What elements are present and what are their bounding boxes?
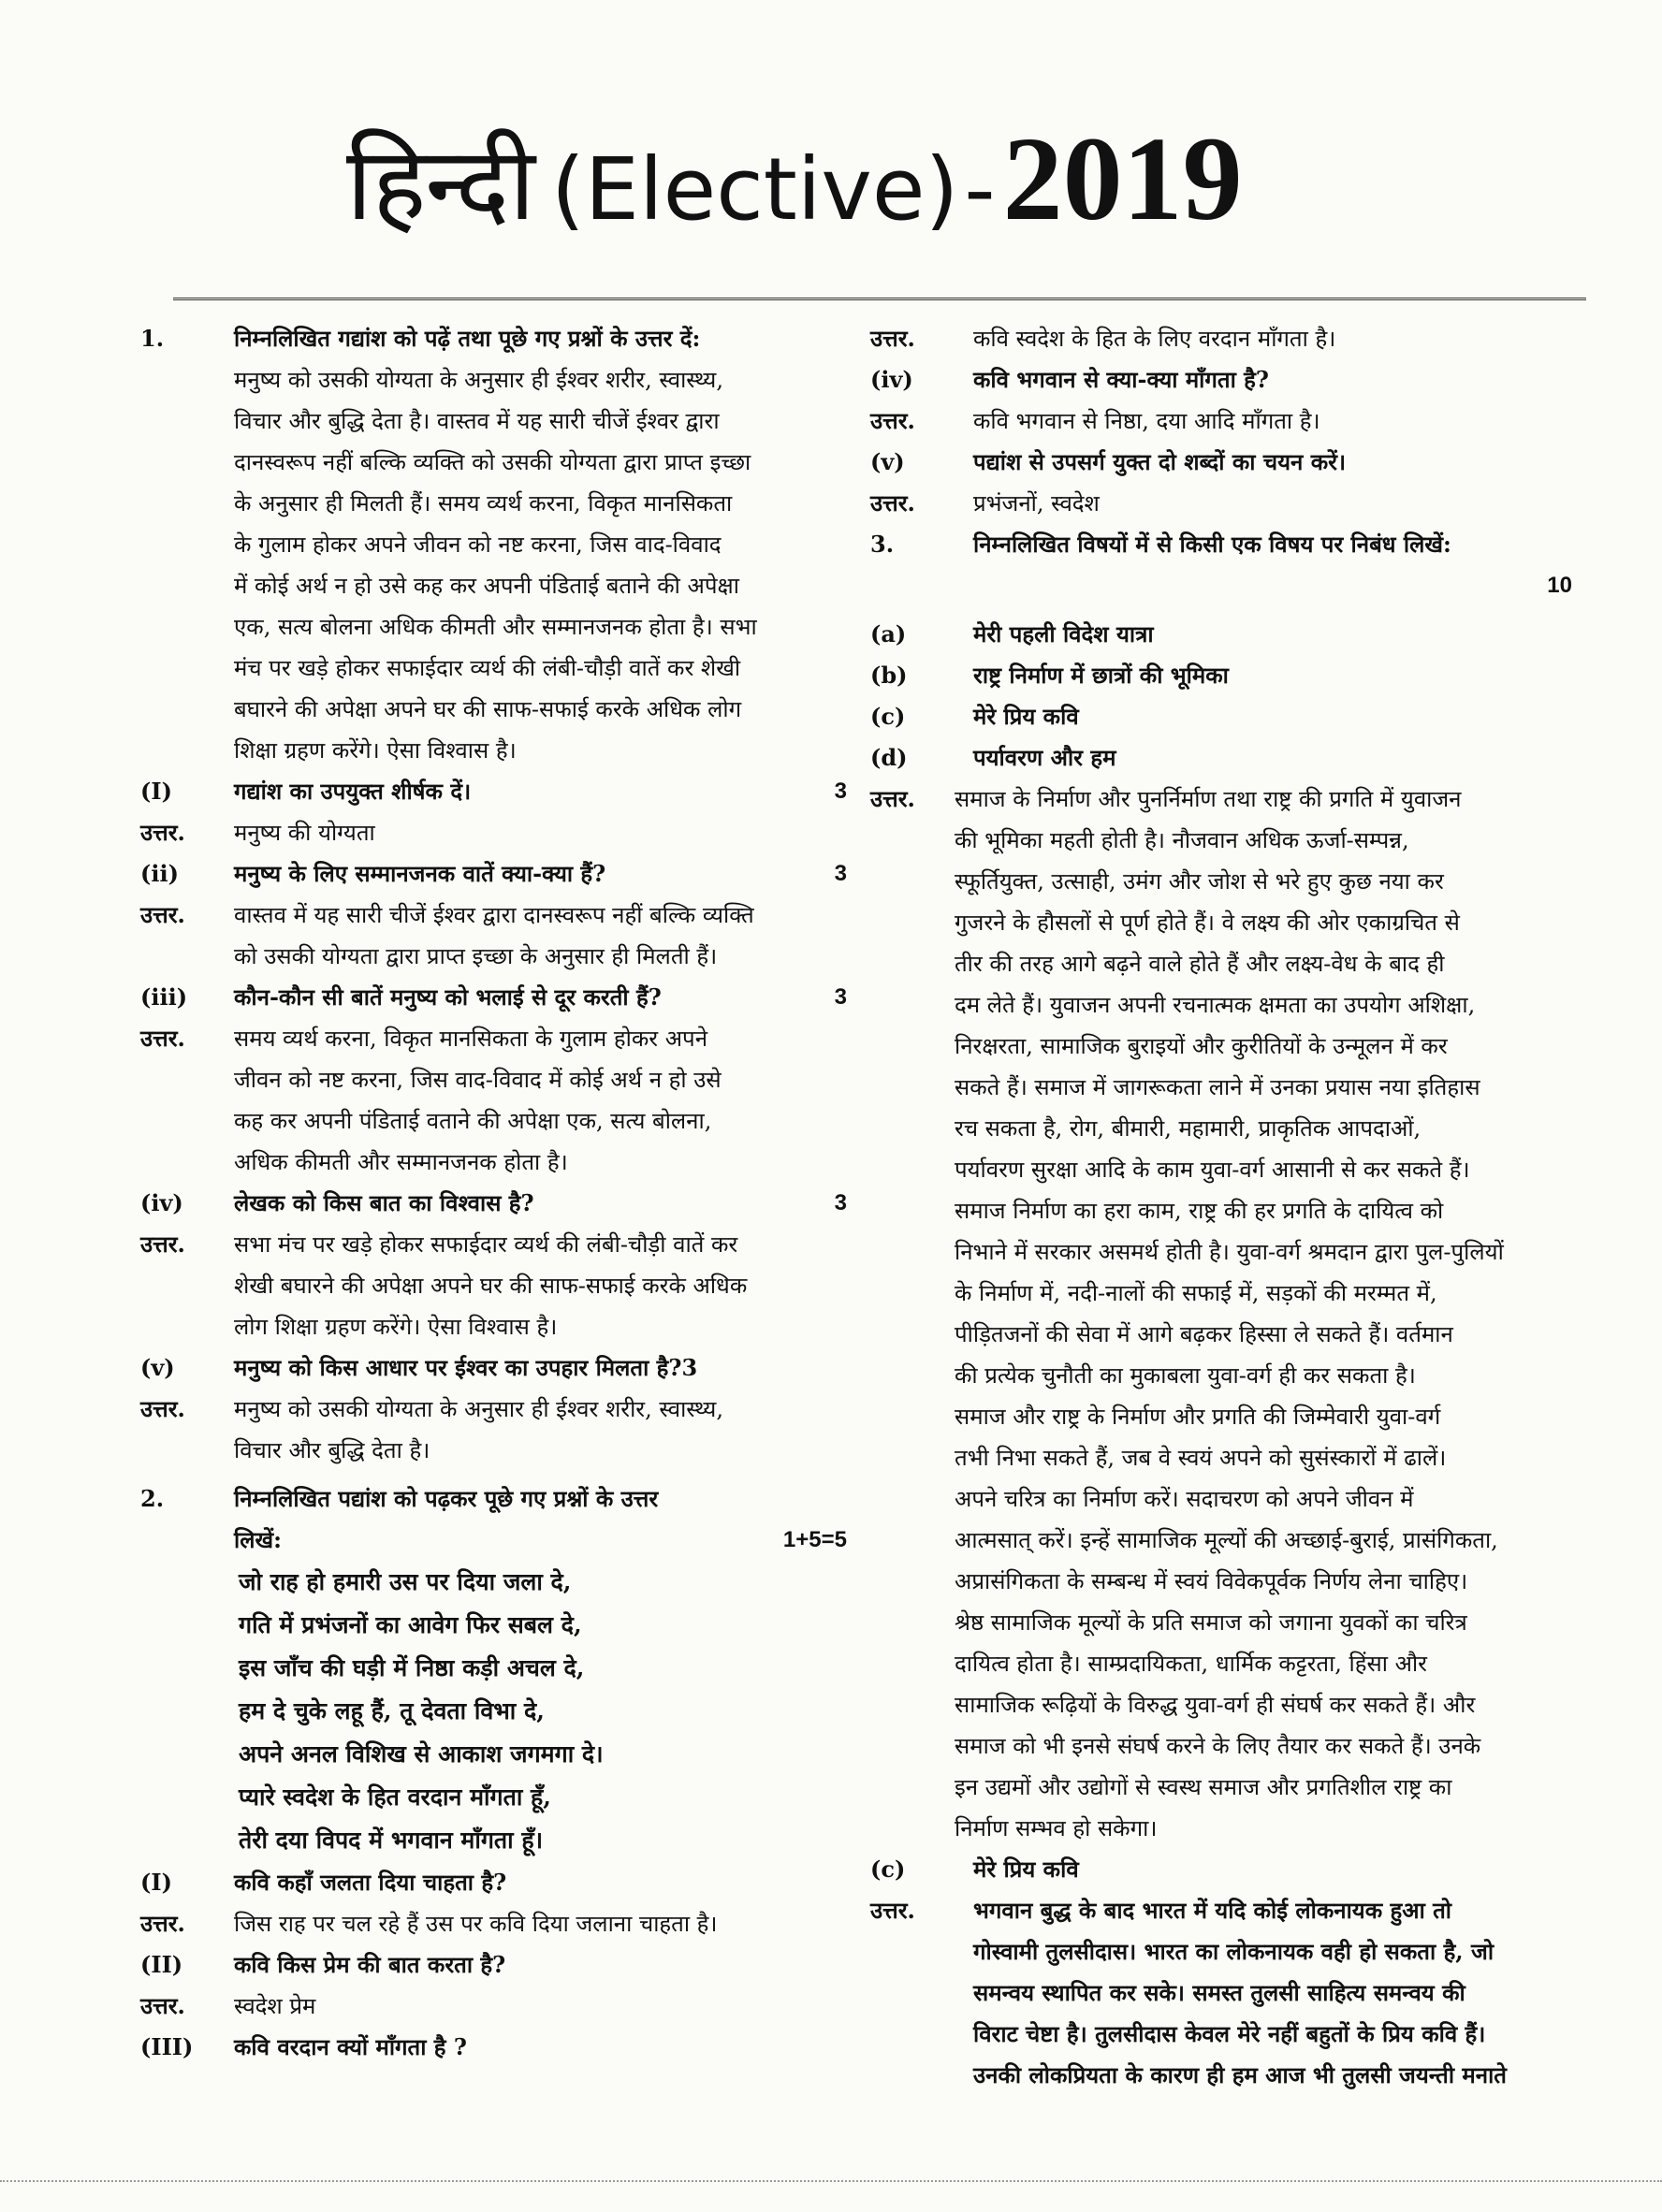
topic-d — [870, 737, 1610, 779]
answer-line: जीवन को नष्ट करना, जिस वाद-विवाद में कोई अर्थ न हो उसे — [234, 1067, 722, 1093]
marks: 3 — [834, 1190, 847, 1215]
answer-line: भगवान बुद्ध के बाद भारत में यदि कोई लोकनायक हुआ तो — [973, 1897, 1452, 1924]
essay-line: दम लेते हैं। युवाजन अपनी रचनात्मक क्षमता का उपयोग अशिक्षा, — [955, 992, 1476, 1018]
subquestion-text: गद्यांश का उपयुक्त शीर्षक दें। — [234, 778, 472, 805]
subquestion-label: (II) — [140, 1951, 183, 1978]
answer-ii — [140, 895, 870, 977]
passage-line: दानस्वरूप नहीं बल्कि व्यक्ति को उसकी योग्यता द्वारा प्राप्त इच्छा — [234, 449, 751, 475]
left-column — [140, 318, 870, 2068]
subquestion-text: कवि भगवान से क्या-क्या माँगता है? — [973, 366, 1269, 393]
topic-a — [870, 614, 1610, 655]
question-3-marks — [870, 565, 1610, 606]
question-text: निम्नलिखित पद्यांश को पढ़कर पूछे गए प्रश्नों के उत्तर — [234, 1485, 659, 1512]
answer-label: उत्तर. — [140, 1025, 185, 1052]
poem-line: तेरी दया विपद में भगवान माँगता हूँ। — [239, 1826, 544, 1854]
poem-answer-v — [870, 483, 1610, 524]
title-year: 2019 — [1002, 112, 1243, 245]
poem-question-v — [870, 442, 1610, 483]
answer-label: उत्तर. — [140, 819, 185, 846]
essay-line: अप्रासंगिकता के सम्बन्ध में स्वयं विवेकपूर्वक निर्णय लेना चाहिए। — [955, 1568, 1468, 1594]
marks: 3 — [834, 984, 847, 1010]
marks: 3 — [834, 861, 847, 886]
answer-text: कवि स्वदेश के हित के लिए वरदान माँगता है। — [973, 326, 1336, 352]
question-text: लिखें: — [234, 1526, 282, 1553]
answer-label: उत्तर. — [140, 1992, 185, 2019]
passage-line: के अनुसार ही मिलती हैं। समय व्यर्थ करना, विकृत मानसिकता — [234, 490, 733, 517]
essay-line: समाज निर्माण का हरा काम, राष्ट्र की हर प्रगति के दायित्व को — [955, 1198, 1444, 1224]
essay-line: रच सकता है, रोग, बीमारी, महामारी, प्राकृतिक आपदाओं, — [955, 1115, 1421, 1142]
passage-line: मंच पर खड़े होकर सफाईदार व्यर्थ की लंबी-चौड़ी वातें कर शेखी — [234, 655, 741, 681]
bottom-dotted-rule — [0, 2180, 1662, 2182]
topic-text: मेरे प्रिय कवि — [973, 703, 1079, 730]
topic-label: (d) — [870, 744, 908, 771]
passage-line: एक, सत्य बोलना अधिक कीमती और सम्मानजनक होता है। सभा — [234, 614, 757, 640]
answer-line: मनुष्य को उसकी योग्यता के अनुसार ही ईश्वर शरीर, स्वास्थ्य, — [234, 1396, 723, 1422]
topic-c-heading — [870, 1849, 1610, 1890]
passage-line: बघारने की अपेक्षा अपने घर की साफ-सफाई करके अधिक लोग — [234, 696, 742, 722]
subquestion-text: मनुष्य के लिए सम्मानजनक वातें क्या-क्या हैं? — [234, 860, 606, 887]
answer-line: वास्तव में यह सारी चीजें ईश्वर द्वारा दानस्वरूप नहीं बल्कि व्यक्ति — [234, 902, 754, 928]
marks: 3 — [834, 779, 847, 804]
essay-line: सकते हैं। समाज में जागरूकता लाने में उनका प्रयास नया इतिहास — [955, 1074, 1480, 1100]
answer-line: विराट चेष्टा है। तुलसीदास केवल मेरे नहीं बहुतों के प्रिय कवि हैं। — [973, 2020, 1486, 2047]
answer-line: अधिक कीमती और सम्मानजनक होता है। — [234, 1149, 568, 1175]
essay-line: के निर्माण में, नदी-नालों की सफाई में, सड़कों की मरम्मत में, — [955, 1280, 1437, 1306]
poem-question-ii — [140, 1944, 870, 1986]
essay-line: गुजरने के हौसलों से पूर्ण होते हैं। वे लक्ष्य की ओर एकाग्रचित से — [955, 910, 1460, 936]
essay-line: सामाजिक रूढ़ियों के विरुद्ध युवा-वर्ग ही संघर्ष कर सकते हैं। और — [955, 1692, 1476, 1718]
answer-label: उत्तर. — [870, 785, 915, 812]
answer-iv — [140, 1224, 870, 1347]
answer-label: उत्तर. — [870, 489, 915, 517]
question-number: 1. — [140, 325, 165, 352]
topic-text: पर्यावरण और हम — [973, 744, 1116, 771]
title-dash: - — [964, 139, 996, 240]
answer-v — [140, 1389, 870, 1471]
answer-iii — [140, 1018, 870, 1183]
subquestion-ii — [140, 853, 870, 895]
essay-line: दायित्व होता है। साम्प्रदायिकता, धार्मिक कट्टरता, हिंसा और — [955, 1651, 1427, 1677]
answer-label: उत्तर. — [870, 1897, 915, 1924]
subquestion-label: (I) — [140, 778, 172, 805]
subquestion-iii — [140, 977, 870, 1018]
answer-text: मनुष्य की योग्यता — [234, 820, 375, 846]
answer-label: उत्तर. — [140, 1395, 185, 1422]
title-divider — [173, 298, 1586, 300]
subquestion-iv — [140, 1183, 870, 1224]
question-1 — [140, 318, 870, 359]
answer-line: विचार और बुद्धि देता है। — [234, 1437, 430, 1463]
essay-line: तीर की तरह आगे बढ़ने वाले होते हैं और लक्ष्य-वेध के बाद ही — [955, 951, 1445, 977]
essay-line: अपने चरित्र का निर्माण करें। सदाचरण को अपने जीवन में — [955, 1486, 1414, 1512]
answer-line: उनकी लोकप्रियता के कारण ही हम आज भी तुलसी जयन्ती मनाते — [973, 2061, 1507, 2088]
answer-text: कवि भगवान से निष्ठा, दया आदि माँगता है। — [973, 408, 1320, 434]
essay-answer — [870, 779, 1610, 1849]
subquestion-text: कौन-कौन सी बातें मनुष्य को भलाई से दूर करती हैं? — [234, 983, 662, 1011]
essay-line: निभाने में सरकार असमर्थ होती है। युवा-वर्ग श्रमदान द्वारा पुल-पुलियों — [955, 1239, 1504, 1265]
essay-line: निर्माण सम्भव हो सकेगा। — [955, 1815, 1158, 1841]
essay-line: समाज और राष्ट्र के निर्माण और प्रगति की जिम्मेवारी युवा-वर्ग — [955, 1404, 1441, 1430]
poem-line: प्यारे स्वदेश के हित वरदान माँगता हूँ, — [239, 1783, 552, 1811]
answer-text: जिस राह पर चल रहे हैं उस पर कवि दिया जलाना चाहता है। — [234, 1911, 718, 1937]
answer-text: स्वदेश प्रेम — [234, 1993, 316, 2019]
answer-line: गोस्वामी तुलसीदास। भारत का लोकनायक वही हो सकता है, जो — [973, 1938, 1494, 1965]
subquestion-label: (iv) — [140, 1189, 183, 1216]
poem — [140, 1561, 870, 1862]
essay-line: की भूमिका महती होती है। नौजवान अधिक ऊर्जा-सम्पन्न, — [955, 827, 1409, 853]
answer-line: कह कर अपनी पंडिताई वताने की अपेक्षा एक, सत्य बोलना, — [234, 1108, 712, 1134]
essay-line: समाज के निर्माण और पुनर्निर्माण तथा राष्ट्र की प्रगति में युवाजन — [955, 786, 1462, 812]
subquestion-label: (iv) — [870, 366, 913, 393]
answer-line: को उसकी योग्यता द्वारा प्राप्त इच्छा के अनुसार ही मिलती हैं। — [234, 943, 718, 969]
answer-label: उत्तर. — [140, 1230, 185, 1258]
passage-line: के गुलाम होकर अपने जीवन को नष्ट करना, जिस वाद-विवाद — [234, 531, 722, 558]
answer-line: शेखी बघारने की अपेक्षा अपने घर की साफ-सफाई करके अधिक — [234, 1273, 748, 1299]
poem-question-i — [140, 1862, 870, 1903]
poem-answer-i — [140, 1903, 870, 1944]
poem-question-iii — [140, 2027, 870, 2068]
subquestion-text: पद्यांश से उपसर्ग युक्त दो शब्दों का चयन करें। — [973, 448, 1347, 475]
poem-line: गति में प्रभंजनों का आवेग फिर सबल दे, — [239, 1611, 582, 1638]
answer-line: सभा मंच पर खड़े होकर सफाईदार व्यर्थ की लंबी-चौड़ी वातें कर — [234, 1231, 738, 1258]
passage — [140, 359, 870, 771]
subquestion-label: (III) — [140, 2033, 194, 2060]
subquestion-text: कवि किस प्रेम की बात करता है? — [234, 1951, 506, 1978]
marks: 1+5=5 — [782, 1527, 847, 1552]
essay-line: स्फूर्तियुक्त, उत्साही, उमंग और जोश से भरे हुए कुछ नया कर — [955, 868, 1444, 895]
essay-line: तभी निभा सकते हैं, जब वे स्वयं अपने को सुसंस्कारों में ढालें। — [955, 1445, 1447, 1471]
page-title — [346, 110, 1243, 279]
essay-line: श्रेष्ठ सामाजिक मूल्यों के प्रति समाज को जगाना युवकों का चरित्र — [955, 1609, 1467, 1636]
essay-line: निरक्षरता, सामाजिक बुराइयों और कुरीतियों के उन्मूलन में कर — [955, 1033, 1448, 1059]
answer-text: प्रभंजनों, स्वदेश — [973, 490, 1100, 517]
poem-question-iv — [870, 359, 1610, 400]
essay-line: पर्यावरण सुरक्षा आदि के काम युवा-वर्ग आसानी से कर सकते हैं। — [955, 1157, 1470, 1183]
essay-line: की प्रत्येक चुनौती का मुकाबला युवा-वर्ग ही कर सकता है। — [955, 1362, 1416, 1389]
answer-label: उत्तर. — [870, 325, 915, 352]
topic-label: (b) — [870, 662, 908, 689]
poem-answer-iv — [870, 400, 1610, 442]
topic-c — [870, 696, 1610, 737]
passage-line: विचार और बुद्धि देता है। वास्तव में यह सारी चीजें ईश्वर द्वारा — [234, 408, 720, 434]
subquestion-text: कवि वरदान क्यों माँगता है ? — [234, 2033, 467, 2060]
answer-line: समय व्यर्थ करना, विकृत मानसिकता के गुलाम होकर अपने — [234, 1026, 708, 1052]
question-2 — [140, 1478, 870, 1561]
topic-text: मेरे प्रिय कवि — [973, 1855, 1079, 1883]
marks: 10 — [1547, 573, 1572, 598]
question-3 — [870, 524, 1610, 565]
subquestion-label: (iii) — [140, 983, 188, 1011]
subquestion-text: लेखक को किस बात का विश्वास है? — [234, 1189, 534, 1216]
topic-text: मेरी पहली विदेश यात्रा — [973, 620, 1154, 648]
question-number: 3. — [870, 531, 895, 558]
question-number: 2. — [140, 1485, 165, 1512]
answer-label: उत्तर. — [870, 407, 915, 434]
subquestion-label: (v) — [870, 448, 905, 475]
essay-line: आत्मसात् करें। इन्हें सामाजिक मूल्यों की अच्छाई-बुराई, प्रासंगिकता, — [955, 1527, 1498, 1553]
poem-line: इस जाँच की घड़ी में निष्ठा कड़ी अचल दे, — [239, 1654, 585, 1681]
subquestion-label: (ii) — [140, 860, 179, 887]
poem-line: जो राह हो हमारी उस पर दिया जला दे, — [239, 1568, 572, 1595]
essay-line: पीड़ितजनों की सेवा में आगे बढ़कर हिस्सा ले सकते हैं। वर्तमान — [955, 1321, 1453, 1347]
poem-line: हम दे चुके लहू हैं, तू देवता विभा दे, — [239, 1697, 545, 1724]
subquestion-text: मनुष्य को किस आधार पर ईश्वर का उपहार मिलता है?3 — [234, 1354, 698, 1381]
subquestion-v — [140, 1347, 870, 1389]
topic-label: (a) — [870, 620, 907, 648]
passage-line: शिक्षा ग्रहण करेंगे। ऐसा विश्वास है। — [234, 737, 517, 764]
passage-line: मनुष्य को उसकी योग्यता के अनुसार ही ईश्वर शरीर, स्वास्थ्य, — [234, 367, 723, 393]
subquestion-label: (v) — [140, 1354, 175, 1381]
question-text: निम्नलिखित गद्यांश को पढ़ें तथा पूछे गए प्रश्नों के उत्तर दें: — [234, 325, 701, 352]
poem-answer-iii — [870, 318, 1610, 359]
essay-line: समाज को भी इनसे संघर्ष करने के लिए तैयार कर सकते हैं। उनके — [955, 1733, 1481, 1759]
passage-line: में कोई अर्थ न हो उसे कह कर अपनी पंडिताई बताने की अपेक्षा — [234, 573, 739, 599]
answer-line: समन्वय स्थापित कर सके। समस्त तुलसी साहित्य समन्वय की — [973, 1979, 1465, 2006]
poem-line: अपने अनल विशिख से आकाश जगमगा दे। — [239, 1740, 604, 1768]
subquestion-i — [140, 771, 870, 812]
title-hindi: हिन्दी — [346, 126, 535, 243]
answer-label: उत्तर. — [140, 1910, 185, 1937]
question-text: निम्नलिखित विषयों में से किसी एक विषय पर निबंध लिखें: — [973, 531, 1451, 558]
title-elective: (Elective) — [551, 139, 959, 240]
answer-i — [140, 812, 870, 853]
subquestion-label: (I) — [140, 1869, 172, 1896]
subquestion-text: कवि कहाँ जलता दिया चाहता है? — [234, 1869, 507, 1896]
answer-line: लोग शिक्षा ग्रहण करेंगे। ऐसा विश्वास है। — [234, 1314, 558, 1340]
topic-label: (c) — [870, 703, 906, 730]
poem-answer-ii — [140, 1986, 870, 2027]
right-column — [870, 318, 1610, 2096]
essay-line: इन उद्यमों और उद्योगों से स्वस्थ समाज और प्रगतिशील राष्ट्र का — [955, 1774, 1452, 1800]
topic-text: राष्ट्र निर्माण में छात्रों की भूमिका — [973, 662, 1229, 689]
topic-b — [870, 655, 1610, 696]
topic-c-answer — [870, 1890, 1610, 2096]
topic-label: (c) — [870, 1855, 906, 1883]
answer-label: उत्तर. — [140, 901, 185, 928]
